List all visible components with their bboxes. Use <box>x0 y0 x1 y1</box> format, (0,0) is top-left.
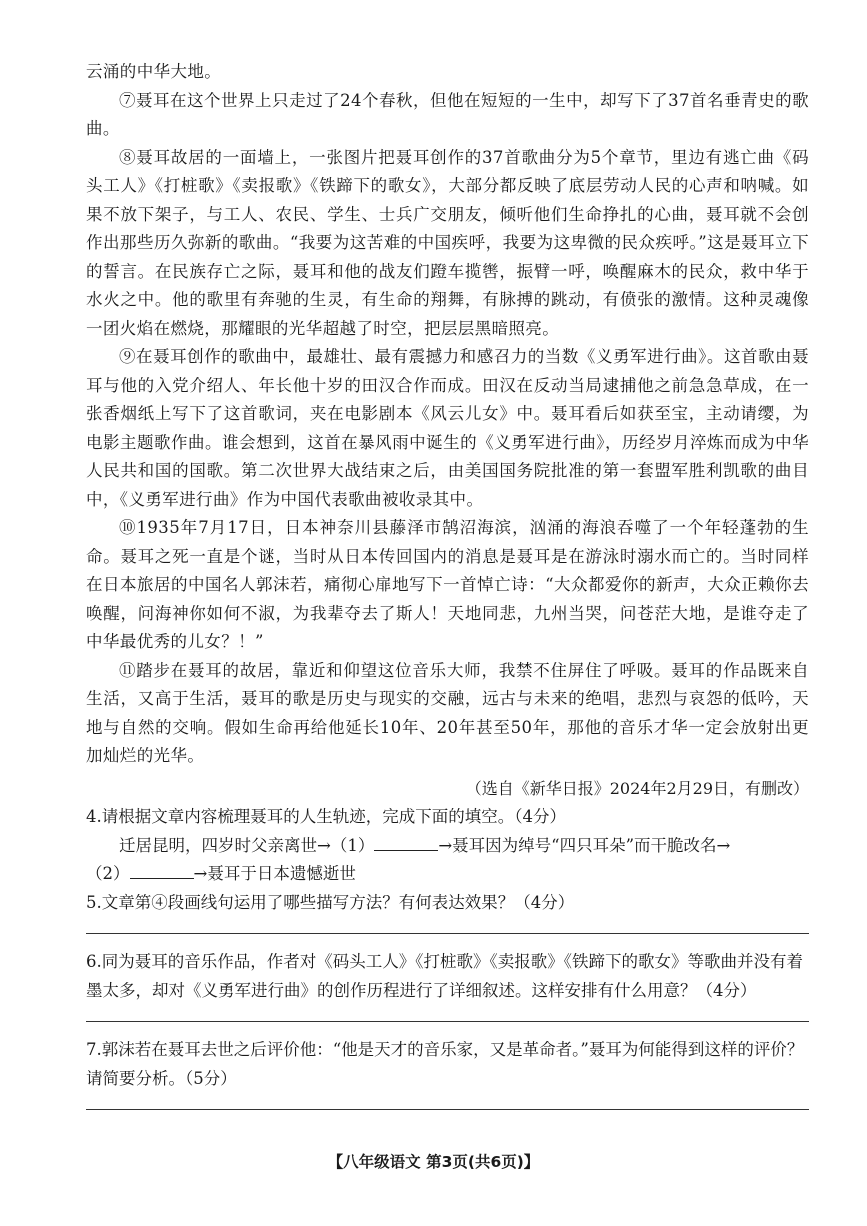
paragraph-11: ⑪踏步在聂耳的故居，靠近和仰望这位音乐大师，我禁不住屏住了呼吸。聂耳的作品既来自生活，又高于生活，聂耳的歌是历史与现实的交融，远古与未来的绝唱，悲烈与哀怨的低吟，天地与自然的交响。假如生命再给他延长10年、20年甚至50年，那他的音乐才华一定会放射出更加灿烂的光华。 <box>86 660 809 765</box>
paragraph-10: ⑩1935年7月17日，日本神奈川县藤泽市鹄沼海滨，汹涌的海浪吞噬了一个年轻蓬勃的生命。聂耳之死一直是个谜，当时从日本传回国内的消息是聂耳是在游泳时溺水而亡的。当时同样在日本旅居的中国名人郭沫若，痛彻心扉地写下一首悼亡诗：“大众都爱你的新声，大众正赖你去唤醒，问海神你如何不淑，为我辈夺去了斯人！天地同悲，九州当哭，问苍茫大地，是谁夺走了中华最优秀的儿女？！” <box>86 518 809 651</box>
paragraph-8: ⑧聂耳故居的一面墙上，一张图片把聂耳创作的37首歌曲分为5个章节，里边有逃亡曲《码头工人》《打桩歌》《卖报歌》《铁蹄下的歌女》，大部分都反映了底层劳动人民的心声和呐喊。如果不放下架子，与工人、农民、学生、士兵广交朋友，倾听他们生命挣扎的心曲，聂耳就不会创作出那些历久弥新的歌曲。“我要为这苦难的中国疾呼，我要为这卑微的民众疾呼。”这是聂耳立下的誓言。在民族存亡之际，聂耳和他的战友们蹬车揽辔，振臂一呼，唤醒麻木的民众，救中华于水火之中。他的歌里有奔驰的生灵，有生命的翔舞，有脉搏的跳动，有偾张的激情。这种灵魂像一团火焰在燃烧，那耀眼的光华超越了时空，把层层黑暗照亮。 <box>86 147 809 338</box>
question-4-fill-row-1 <box>86 832 809 861</box>
question-7-prompt: 7.郭沫若在聂耳去世之后评价他：“他是天才的音乐家，又是革命者。”聂耳为何能得到这样的评价？请简要分析。（5分） <box>86 1040 804 1088</box>
question-4-fill-text-1: 迁居昆明，四岁时父亲离世→（1） <box>119 835 375 855</box>
question-4-fill-row-2 <box>86 860 809 889</box>
page-footer: 【八年级语文 第3页(共6页)】 <box>327 1153 540 1171</box>
question-4-prompt: 4.请根据文章内容梳理聂耳的人生轨迹，完成下面的填空。（4分） <box>86 807 566 826</box>
fill-blank-2[interactable] <box>130 860 194 879</box>
answer-line-q7[interactable] <box>86 1109 809 1110</box>
question-6-prompt: 6.同为聂耳的音乐作品，作者对《码头工人》《打桩歌》《卖报歌》《铁蹄下的歌女》等歌曲并没有着墨太多，却对《义勇军进行曲》的创作历程进行了详细叙述。这样安排有什么用意？（4分） <box>86 952 803 1000</box>
fill-blank-1[interactable] <box>374 832 438 851</box>
question-4-fill-text-3: （2） <box>86 864 130 883</box>
question-4-fill-text-4: →聂耳于日本遗憾逝世 <box>193 864 356 883</box>
article-source: （选自《新华日报》2024年2月29日，有删改） <box>465 778 809 798</box>
paragraph-7: ⑦聂耳在这个世界上只走过了24个春秋，但他在短短的一生中，却写下了37首名垂青史的歌曲。 <box>86 90 809 138</box>
question-4-fill-text-2: →聂耳因为绰号“四只耳朵”而干脆改名→ <box>438 835 731 855</box>
answer-line-q6[interactable] <box>86 1021 809 1022</box>
paragraph-9: ⑨在聂耳创作的歌曲中，最雄壮、最有震撼力和感召力的当数《义勇军进行曲》。这首歌由聂耳与他的入党介绍人、年长他十岁的田汉合作而成。田汉在反动当局逮捕他之前急急草成，在一张香烟纸上写下了这首歌词，夹在电影剧本《风云儿女》中。聂耳看后如获至宝，主动请缨，为电影主题歌作曲。谁会想到，这首在暴风雨中诞生的《义勇军进行曲》，历经岁月淬炼而成为中华人民共和国的国歌。第二次世界大战结束之后，由美国国务院批准的第一套盟军胜利凯歌的曲目中，《义勇军进行曲》作为中国代表歌曲被收录其中。 <box>86 347 809 509</box>
answer-line-q5[interactable] <box>86 933 809 934</box>
paragraph-6-ending: 云涌的中华大地。 <box>86 62 222 81</box>
question-5-prompt: 5.文章第④段画线句运用了哪些描写方法？有何表达效果？（4分） <box>86 892 575 912</box>
